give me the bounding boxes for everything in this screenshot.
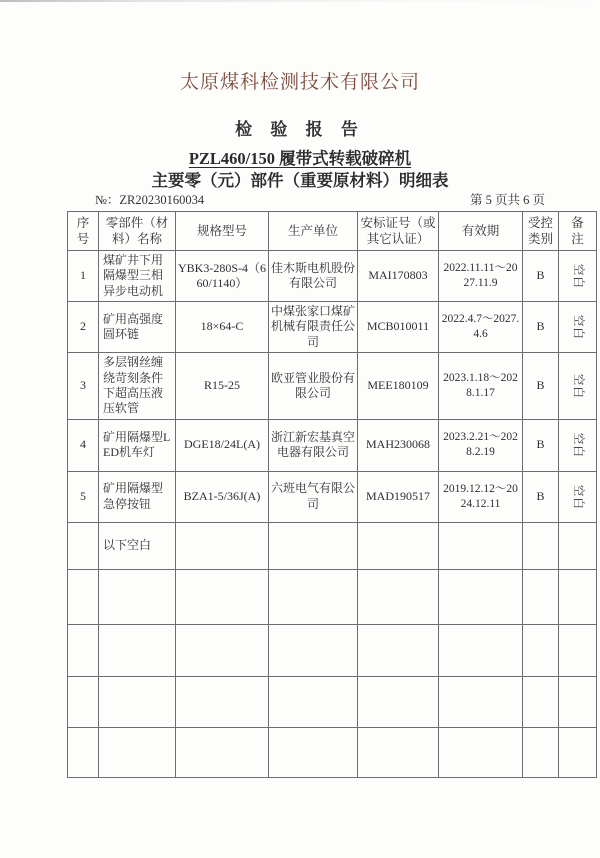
table-cell [176,353,269,419]
table-cell [439,676,523,727]
company-title: 太原煤科检测技术有限公司 [179,72,420,93]
table-cell [439,727,523,777]
table-body [68,251,597,778]
cell-text: 欧亚管业股份有限公司 [271,370,356,400]
table-cell [269,251,358,302]
table-cell [523,522,559,569]
table-cell [358,727,439,777]
table-cell [523,624,559,676]
table-row [68,353,597,419]
table-cell [439,353,523,419]
table-cell [176,676,269,727]
table-cell [439,624,523,676]
page-indicator: 第 5 页共 6 页 [469,193,545,207]
table-cell [68,353,99,419]
table-row [68,302,597,353]
cell-text: B [536,488,545,503]
table-cell [68,624,99,676]
table-cell [269,522,358,569]
table-cell [99,522,176,569]
cell-text: MAD190517 [365,488,430,503]
table-cell [99,251,176,302]
table-cell [439,569,523,624]
table-cell [99,676,176,727]
table-cell [68,302,99,353]
table-cell [269,302,358,353]
cell-text: 多层钢丝缠绕苛刻条件下超高压液压软管 [103,355,164,416]
table-cell [99,624,176,676]
table-cell [523,569,559,624]
table-cell [99,727,176,777]
cell-text: 1 [80,268,86,283]
column-header [68,212,99,251]
table-cell [358,676,439,727]
column-header [523,212,559,251]
table-cell [439,522,523,569]
table-cell [269,727,358,777]
cell-text: R15-25 [204,378,240,393]
cell-text: 矿用隔爆型急停按钮 [103,481,164,511]
table-row [68,727,597,777]
cell-text: 以下空白 [103,537,152,552]
column-header [559,212,597,251]
column-header [176,212,269,251]
cell-text: 2022.11.11～2027.11.9 [443,262,518,290]
table-cell [559,419,597,471]
cell-text: 空白 [571,315,584,341]
table-cell [439,471,523,522]
table-cell [559,676,597,727]
cell-text: 2019.12.12～2024.12.11 [443,482,518,510]
cell-text: 5 [80,488,86,503]
table-cell [358,569,439,624]
table-cell [523,676,559,727]
table-row [68,471,597,522]
table-cell [523,302,559,353]
table-cell [176,419,269,471]
table-cell [176,522,269,569]
table-cell [68,569,99,624]
table-row [68,522,597,569]
cell-text: 空白 [571,484,584,510]
report-title: 检 验 报 告 [235,120,365,139]
column-header [99,212,176,251]
table-cell [439,251,523,302]
table-cell [523,471,559,522]
table-cell [99,569,176,624]
cell-text: 六班电气有限公司 [271,481,356,511]
cell-text: B [536,268,545,283]
document-subtitle: 主要零（元）部件（重要原材料）明细表 [151,171,449,190]
table-cell [269,569,358,624]
table-row [68,419,597,471]
column-header [269,212,358,251]
column-header-label: 规格型号 [196,224,247,238]
cell-text: 空白 [571,373,584,399]
table-cell [358,471,439,522]
table-cell [358,522,439,569]
cell-text: 3 [80,378,86,393]
cell-text: 18×64-C [200,319,244,334]
table-cell [68,676,99,727]
cell-text: MCB010011 [366,319,430,334]
cell-text: 中煤张家口煤矿机械有限责任公司 [271,304,356,349]
table-row [68,676,597,727]
table-cell [559,624,597,676]
table-cell [358,353,439,419]
parts-table [67,211,597,778]
table-cell [176,569,269,624]
cell-text: B [536,437,545,452]
cell-text: DGE18/24L(A) [184,437,260,452]
cell-text: 煤矿井下用隔爆型三相异步电动机 [103,253,164,298]
table-cell [176,471,269,522]
cell-text: YBK3-280S-4（660/1140） [178,260,267,291]
table-cell [176,727,269,777]
table-cell [269,624,358,676]
table-cell [269,471,358,522]
product-model-title: PZL460/150 履带式转载破碎机 [188,149,412,168]
table-cell [559,471,597,522]
cell-text: 2023.2.21～2028.2.19 [443,431,518,459]
table-cell [559,522,597,569]
cell-text: 空白 [571,264,584,290]
table-cell [358,302,439,353]
column-header [358,212,439,251]
table-cell [358,419,439,471]
cell-text: 空白 [571,433,584,459]
report-number: №：ZR20230160034 [95,193,205,207]
cell-text: 矿用高强度圆环链 [103,311,164,342]
table-cell [523,353,559,419]
table-cell [559,569,597,624]
table-cell [523,251,559,302]
cell-text: MEE180109 [367,378,429,393]
cell-text: MAH230068 [365,437,430,452]
table-cell [68,419,99,471]
table-cell [523,727,559,777]
cell-text: BZA1-5/36J(A) [183,488,261,503]
cell-text: 2022.4.7～2027.4.6 [441,313,520,341]
table-row [68,251,597,302]
cell-text: 2 [80,319,86,334]
table-cell [269,419,358,471]
table-cell [68,471,99,522]
cell-text: 浙江新宏基真空电器有限公司 [271,429,356,460]
column-header-label: 受控类别 [527,216,553,246]
table-cell [176,302,269,353]
table-cell [269,353,358,419]
column-header-label: 生产单位 [287,224,338,238]
cell-text: B [536,319,545,334]
table-cell [559,727,597,777]
cell-text: MAI170803 [368,268,428,283]
table-cell [358,251,439,302]
cell-text: 4 [80,437,86,452]
meta-row [95,192,545,209]
column-header-label: 备注 [571,216,584,246]
column-header-label: 序号 [76,216,90,246]
table-header-row [68,212,597,251]
scan-artifact-top-edge [0,0,600,2]
cell-text: 佳木斯电机股份有限公司 [271,260,356,291]
table-cell [439,419,523,471]
table-cell [99,302,176,353]
cell-text: 2023.1.18～2028.1.17 [443,372,518,399]
table-cell [559,302,597,353]
table-cell [523,419,559,471]
table-cell [439,302,523,353]
column-header [439,212,523,251]
column-header-label: 安标证号（或其它认证） [360,216,436,246]
table-cell [559,353,597,419]
table-row [68,624,597,676]
table-cell [269,676,358,727]
column-header-label: 零部件（材料）名称 [105,216,169,246]
table-cell [559,251,597,302]
table-row [68,569,597,624]
table-cell [176,251,269,302]
table-cell [358,624,439,676]
table-cell [68,251,99,302]
table-cell [176,624,269,676]
table-cell [99,419,176,471]
table-cell [68,522,99,569]
cell-text: B [536,378,545,393]
column-header-label: 有效期 [461,224,500,238]
table-cell [99,353,176,419]
table-cell [68,727,99,777]
cell-text: 矿用隔爆型LED机车灯 [103,429,171,460]
table-cell [99,471,176,522]
